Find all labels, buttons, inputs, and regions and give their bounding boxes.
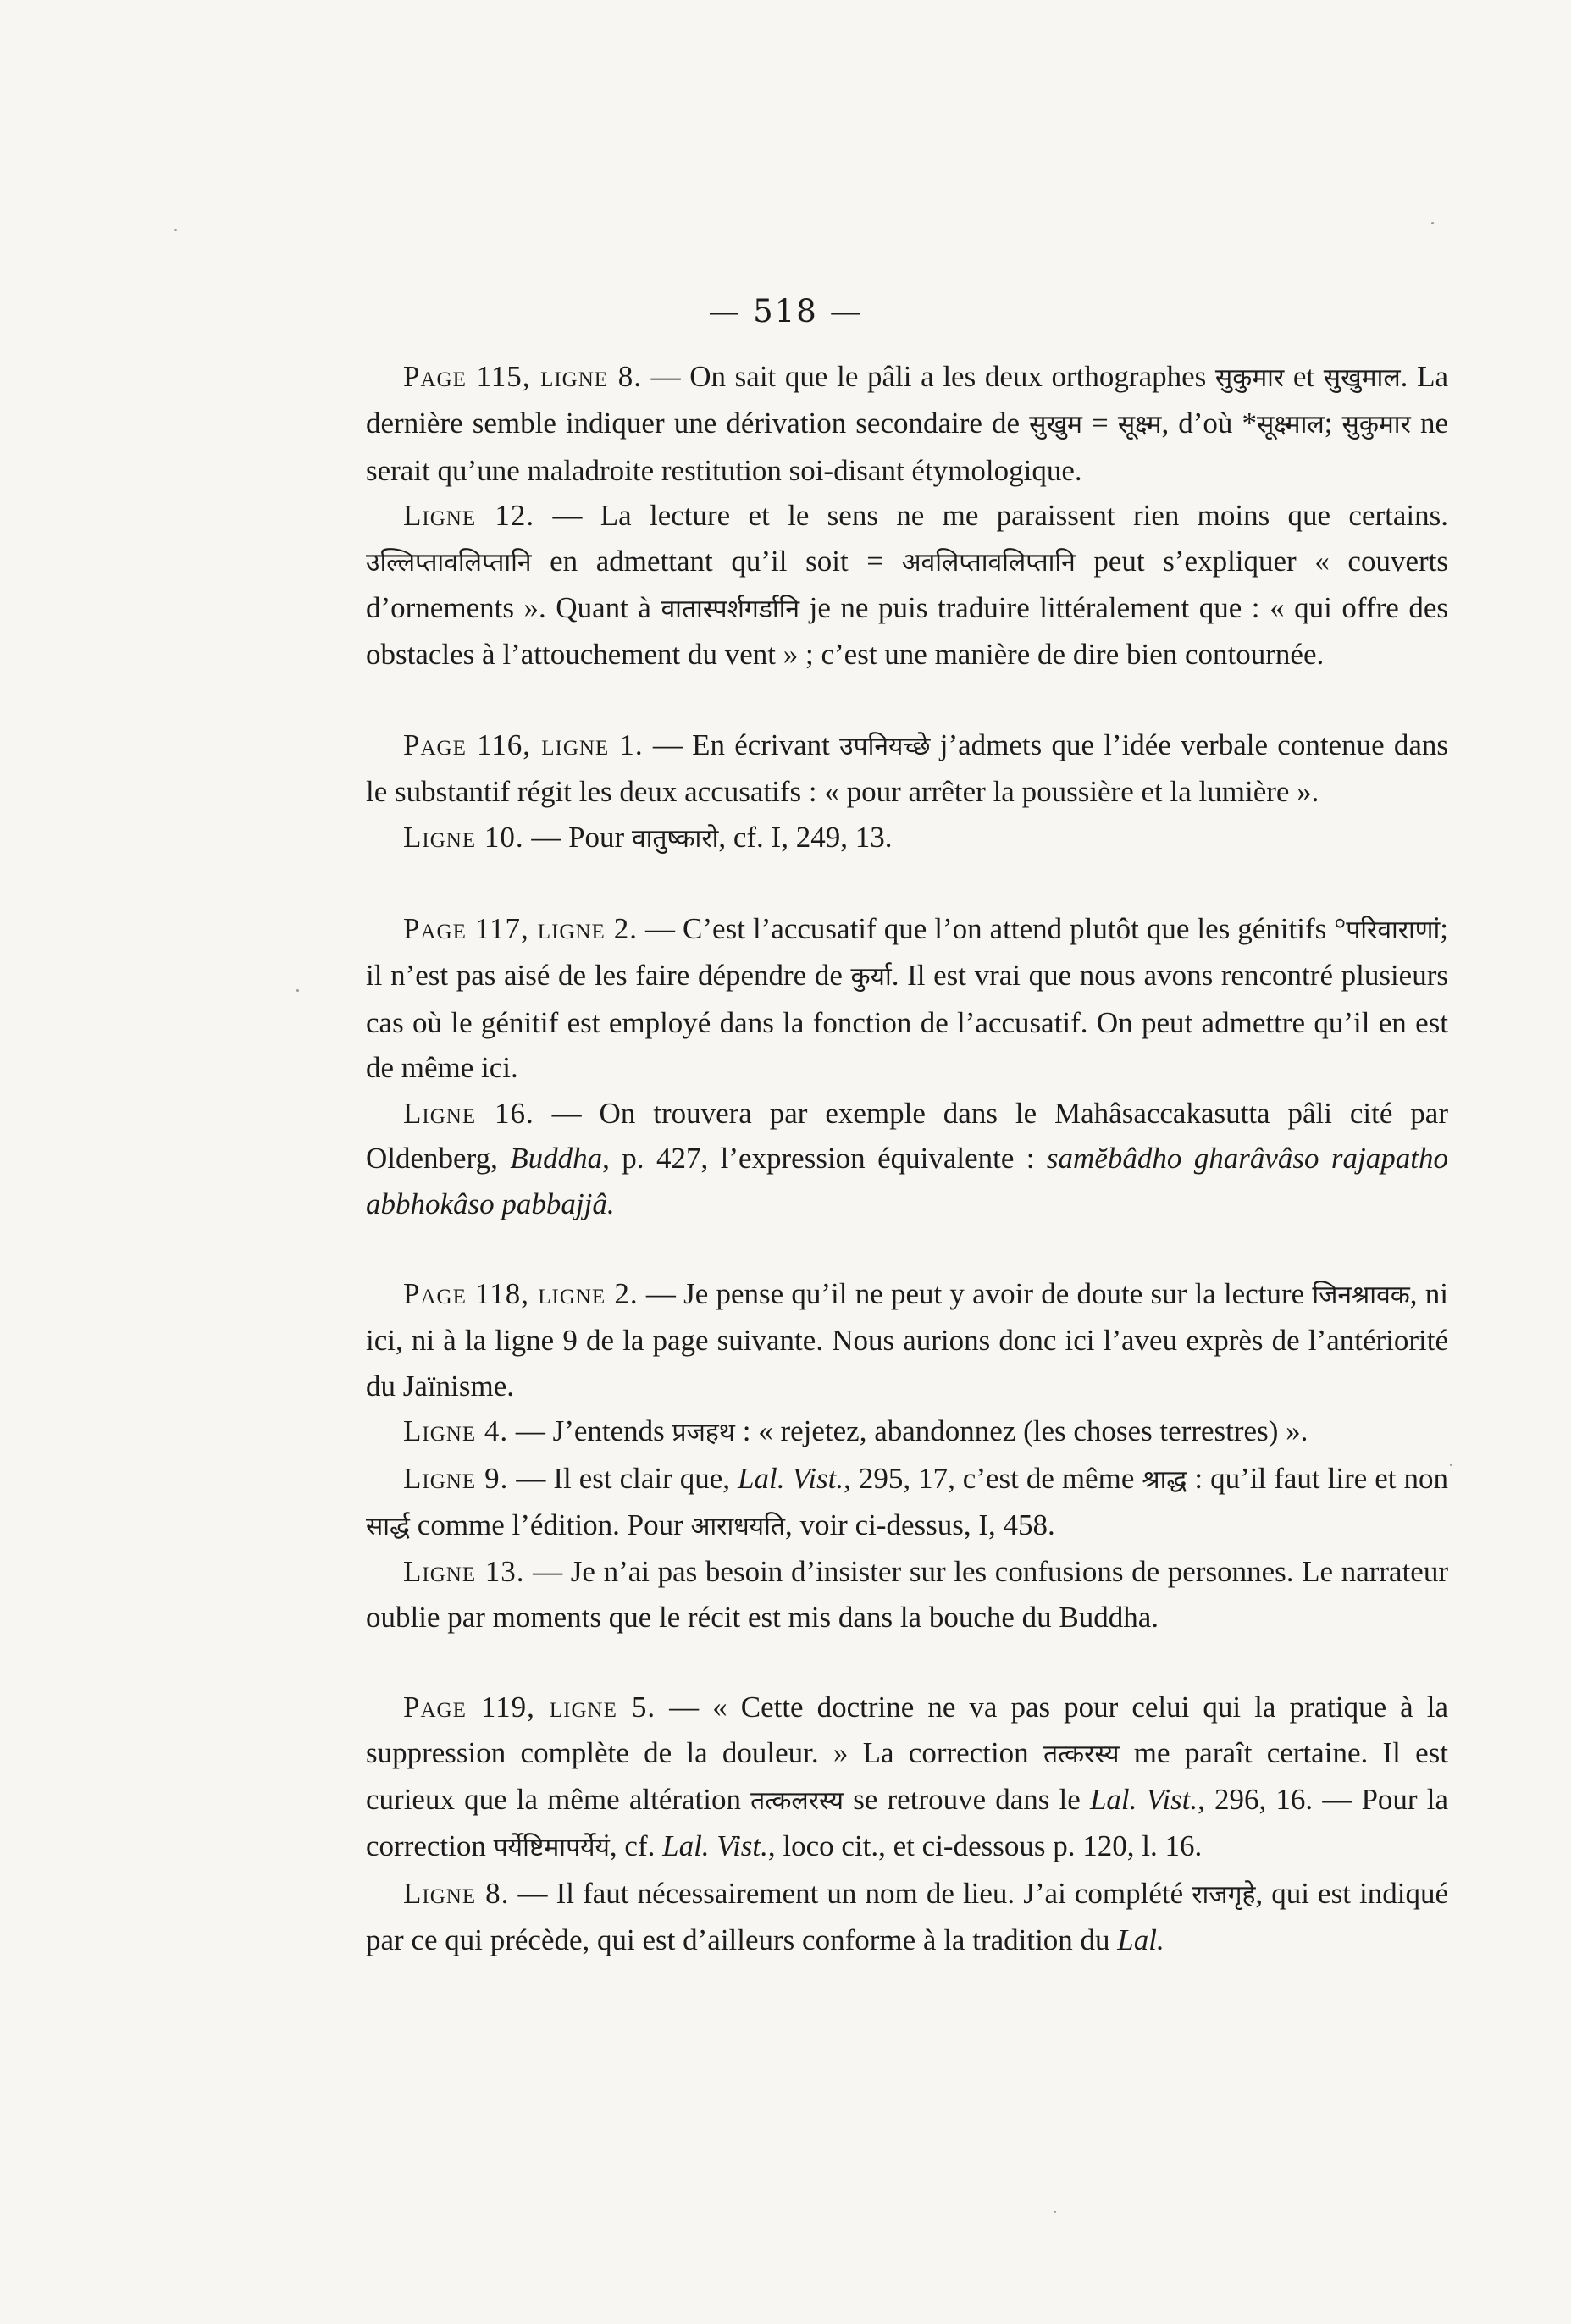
devanagari-term: सार्द्ध (366, 1511, 411, 1541)
devanagari-term: परिवाराणां (1346, 916, 1441, 946)
devanagari-term: आराधयति (690, 1511, 785, 1541)
text-run: comme l’édition. Pour (410, 1508, 691, 1541)
text-run: , qui est indiqué par ce qui précède, qui est d’ailleurs conforme à la tradition du (366, 1876, 1448, 1957)
note-reference: Ligne 8. (403, 1876, 510, 1910)
text-run: — En écrivant (643, 728, 840, 761)
text-run: peut s’expliquer « couverts d’ornements ». Quant à (366, 544, 1449, 625)
devanagari-term: सुकुमार (1214, 363, 1285, 393)
note-paragraph (366, 493, 1448, 678)
note-reference: Ligne 4. (403, 1414, 509, 1448)
ink-speck (1450, 1464, 1452, 1466)
devanagari-term: अवलिप्तावलिप्तानि (901, 547, 1076, 578)
note-paragraph (366, 1271, 1448, 1408)
note-reference: Page 116, ligne 1. (403, 728, 644, 761)
text-run: — Il faut nécessairement un nom de lieu. J’ai complété (509, 1876, 1192, 1910)
note-paragraph (366, 906, 1448, 1091)
text-run: — Il est clair que, (508, 1461, 738, 1495)
text-run: et (1284, 360, 1324, 393)
text-run: — Je pense qu’il ne peut y avoir de doute sur la lecture (638, 1276, 1313, 1310)
devanagari-term: सुखुमाल (1323, 363, 1401, 393)
italic-citation: Lal. Vist. (738, 1461, 844, 1495)
ink-speck (1431, 222, 1434, 224)
text-run: ne serait qu’une maladroite restitution soi-disant étymologique. (366, 407, 1448, 487)
text-run: ; il n’est pas aisé de les faire dépendre de (366, 912, 1448, 993)
devanagari-term: श्राद्ध (1142, 1464, 1187, 1495)
text-run: ; (1324, 407, 1342, 440)
text-run: j’admets que l’idée verbale contenue dans le substantif régit les deux accusatifs : « pour arrêter la poussière et la lumière ». (366, 728, 1448, 809)
devanagari-term: कुर्या (850, 962, 892, 993)
note-reference: Page 118, ligne 2. (403, 1276, 639, 1310)
italic-citation: Lal. Vist. (662, 1829, 768, 1863)
note-paragraph (366, 1456, 1448, 1550)
ink-speck (174, 229, 177, 231)
devanagari-term: सुखुम (1029, 410, 1082, 440)
text-run: , cf. (609, 1829, 663, 1863)
text-run: , voir ci-dessus, I, 458. (784, 1508, 1055, 1541)
devanagari-term: उल्लिप्तावलिप्तानि (366, 547, 532, 578)
note-reference: Ligne 16. (403, 1096, 534, 1130)
devanagari-term: वातास्पर्शगर्डानि (661, 595, 800, 625)
text-run: . Il est vrai que nous avons rencontré plusieurs cas où le génitif est employé dans la fonction de l’accusatif. On peut admettre qu’il en est de même ici. (366, 959, 1448, 1085)
text-run: , ni ici, ni à la ligne 9 de la page suivante. Nous aurions donc ici l’aveu exprès de l’antériorité du Jaïnisme. (366, 1276, 1448, 1403)
text-run: , p. 427, l’expression équivalente : (602, 1142, 1047, 1176)
note-reference: Page 119, ligne 5. (403, 1690, 656, 1724)
devanagari-term: राजगृहे (1192, 1879, 1256, 1910)
text-run: — Je n’ai pas besoin d’insister sur les confusions de personnes. Le narrateur oublie par moments que le récit est mis dans la bouche du Buddha. (366, 1555, 1448, 1634)
text-run: , 295, 17, c’est de même (844, 1461, 1142, 1495)
text-run: , d’où * (1161, 407, 1258, 440)
text-run: je ne puis traduire littéralement que : « qui offre des obstacles à l’attouchement du vent » ; c’est une manière de dire bien contournée. (366, 591, 1448, 672)
devanagari-term: वातुष्कारो (631, 823, 719, 854)
ink-speck (296, 989, 299, 992)
italic-citation: Lal. (1117, 1923, 1164, 1957)
note-reference: Ligne 9. (403, 1461, 509, 1495)
italic-citation: Lal. Vist. (1089, 1782, 1198, 1816)
text-run: = (1081, 407, 1118, 440)
text-run: , 296, 16. — Pour la correction (366, 1782, 1448, 1863)
text-run: — « Cette doctrine ne va pas pour celui qui la pratique à la suppression complète de la douleur. » La correction (366, 1690, 1448, 1769)
devanagari-term: सूक्ष्म (1117, 410, 1162, 440)
page-number: — 518 — (708, 293, 863, 329)
note-paragraph (366, 722, 1448, 815)
note-paragraph (366, 1549, 1448, 1640)
note-reference: Ligne 10. (403, 820, 524, 854)
devanagari-term: सुकुमार (1341, 410, 1411, 440)
text-run: — J’entends (508, 1414, 672, 1448)
italic-citation: Buddha (510, 1142, 603, 1176)
devanagari-term: जिनश्रावक (1312, 1280, 1410, 1310)
note-reference: Ligne 13. (403, 1555, 525, 1589)
note-reference: Ligne 12. (403, 499, 535, 533)
text-run: — C’est l’accusatif que l’on attend plutôt que les génitifs ° (638, 912, 1347, 946)
ink-speck (1054, 2211, 1056, 2213)
text-run: se retrouve dans le (844, 1782, 1090, 1816)
text-run: , loco cit., et ci-dessous p. 120, l. 16. (767, 1829, 1203, 1863)
note-reference: Page 117, ligne 2. (403, 912, 639, 946)
text-run: : qu’il faut lire et non (1187, 1461, 1449, 1495)
text-run: , cf. I, 249, 13. (718, 820, 893, 854)
text-run: me paraît certaine. Il est curieux que la même altération (366, 1735, 1449, 1816)
devanagari-term: उपनियच्छे (839, 731, 931, 761)
note-reference: Page 115, ligne 8. (403, 360, 642, 393)
note-paragraph (366, 1408, 1448, 1455)
text-run: — La lecture et le sens ne me paraissent rien moins que certains. (534, 499, 1448, 533)
devanagari-term: तत्कलरस्य (750, 1785, 844, 1816)
note-paragraph (366, 815, 1448, 861)
devanagari-term: सूक्ष्माल (1257, 410, 1325, 440)
text-run: — On sait que le pâli a les deux orthographes (641, 360, 1215, 393)
text-run: : « rejetez, abandonnez (les choses terrestres) ». (734, 1414, 1308, 1448)
text-run: — On trouvera par exemple dans le Mahâsaccakasutta pâli cité par Oldenberg, (366, 1096, 1448, 1176)
devanagari-term: पर्येष्टिमापर्येयं (493, 1833, 610, 1863)
text-run: en admettant qu’il soit = (531, 544, 902, 578)
devanagari-term: प्रजहथ (672, 1418, 735, 1448)
italic-citation: samĕbâdho gharâvâso rajapatho abbhokâso pabbajjâ. (366, 1142, 1449, 1220)
text-run: — Pour (523, 820, 632, 854)
note-paragraph (366, 1871, 1448, 1963)
text-run: . La dernière semble indiquer une dérivation secondaire de (366, 360, 1448, 440)
note-paragraph (366, 354, 1448, 493)
note-paragraph (366, 1091, 1448, 1226)
devanagari-term: तत्करस्य (1043, 1739, 1120, 1769)
body-text (366, 354, 1448, 1963)
note-paragraph (366, 1685, 1448, 1871)
